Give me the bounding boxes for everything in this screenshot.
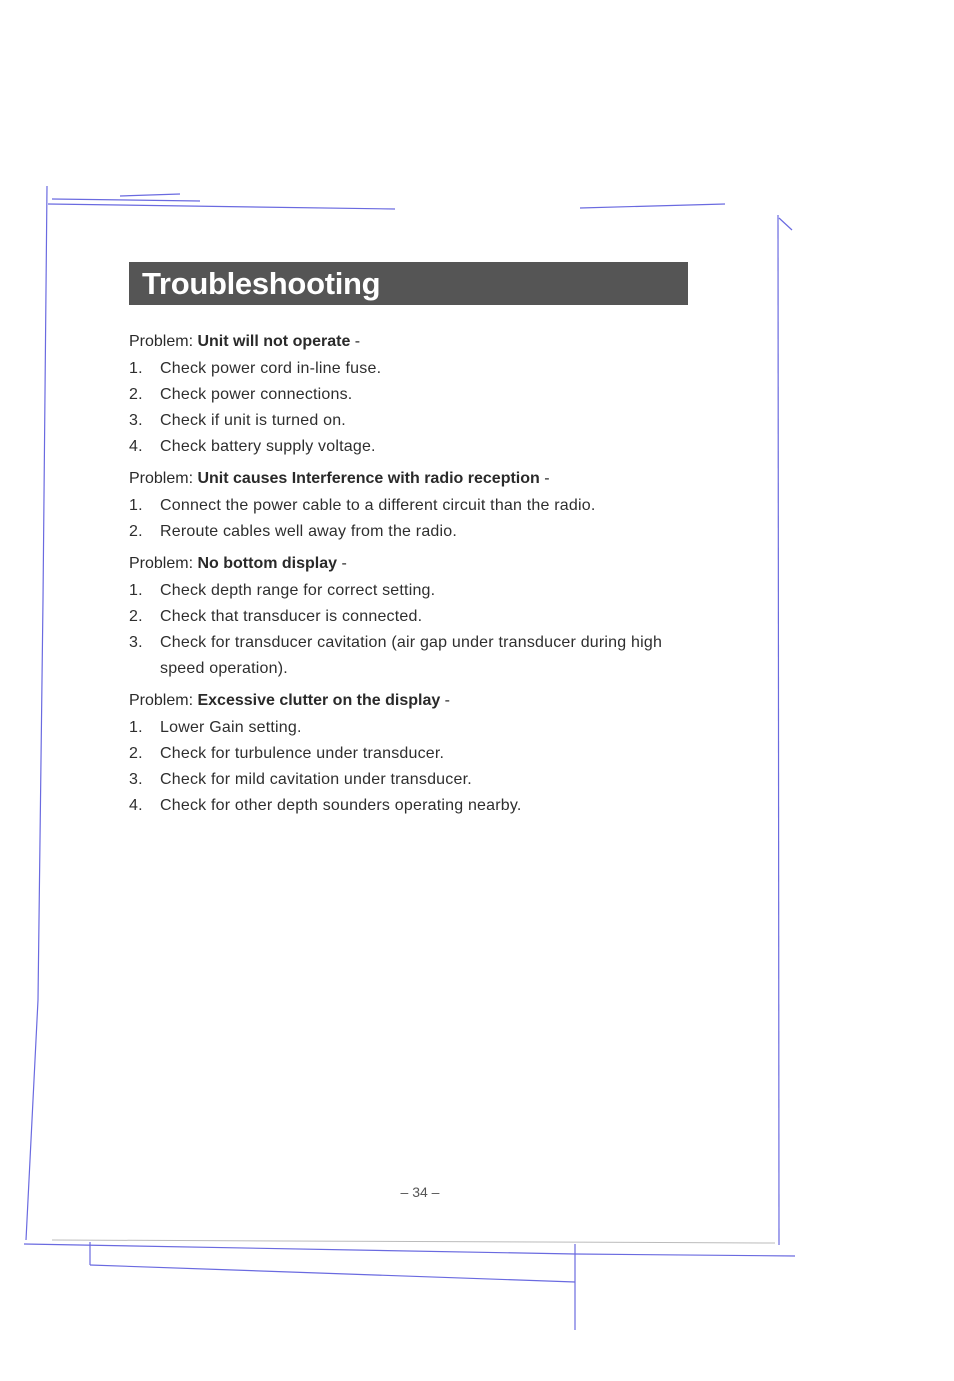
problem-section [129,689,689,819]
step-text: Check if unit is turned on. [160,412,346,429]
page-number: – 34 – [400,1184,440,1200]
step-number: 4. [129,438,143,455]
step-number: 2. [129,523,143,540]
troubleshooting-content [129,330,689,826]
problem-section [129,330,689,460]
step-number: 2. [129,745,143,762]
problem-label: Problem: [129,555,198,572]
list-item [129,382,689,408]
step-text: Check for turbulence under transducer. [160,745,445,762]
list-item [129,408,689,434]
list-item [129,434,689,460]
problem-heading [129,552,689,576]
steps-list [129,715,689,819]
list-item [129,519,689,545]
list-item [129,356,689,382]
list-item [129,604,689,630]
problem-description: Excessive clutter on the display [197,692,441,709]
problem-label: Problem: [129,333,198,350]
steps-list [129,493,689,545]
step-text: Check depth range for correct setting. [160,582,436,599]
step-text: Check power cord in-line fuse. [160,360,382,377]
step-number: 1. [129,582,143,599]
step-text: Lower Gain setting. [160,719,302,736]
step-number: 4. [129,797,143,814]
problem-description: Unit causes Interference with radio reception [197,470,540,487]
title-bar [129,262,688,305]
step-text: Check for other depth sounders operating nearby. [160,797,522,814]
steps-list [129,356,689,460]
problem-description: No bottom display [197,555,338,572]
problem-heading [129,330,689,354]
problem-suffix: - [337,555,347,572]
problem-label: Problem: [129,692,198,709]
problem-heading [129,467,689,491]
list-item [129,741,689,767]
step-number: 1. [129,497,143,514]
page-title: Troubleshooting [142,266,381,301]
step-number: 1. [129,719,143,736]
step-number: 3. [129,771,143,788]
step-text: Check power connections. [160,386,353,403]
step-number: 1. [129,360,143,377]
problem-label: Problem: [129,470,198,487]
list-item [129,767,689,793]
problem-suffix: - [350,333,361,350]
step-text: Reroute cables well away from the radio. [160,523,458,540]
step-number: 3. [129,412,143,429]
steps-list [129,578,689,682]
step-text: Connect the power cable to a different circuit than the radio. [160,497,596,514]
list-item [129,578,689,604]
problem-section [129,467,689,545]
problem-heading [129,689,689,713]
list-item [129,493,689,519]
list-item [129,793,689,819]
step-text: Check battery supply voltage. [160,438,376,455]
problem-suffix: - [539,470,550,487]
problem-section [129,552,689,682]
step-text: Check for mild cavitation under transducer. [160,771,472,788]
problem-suffix: - [440,692,451,709]
step-text: Check for transducer cavitation (air gap under transducer during high speed operation). [160,634,663,677]
step-number: 3. [129,634,143,651]
list-item [129,630,689,682]
step-text: Check that transducer is connected. [160,608,423,625]
step-number: 2. [129,386,143,403]
list-item [129,715,689,741]
step-number: 2. [129,608,143,625]
problem-description: Unit will not operate [197,333,351,350]
